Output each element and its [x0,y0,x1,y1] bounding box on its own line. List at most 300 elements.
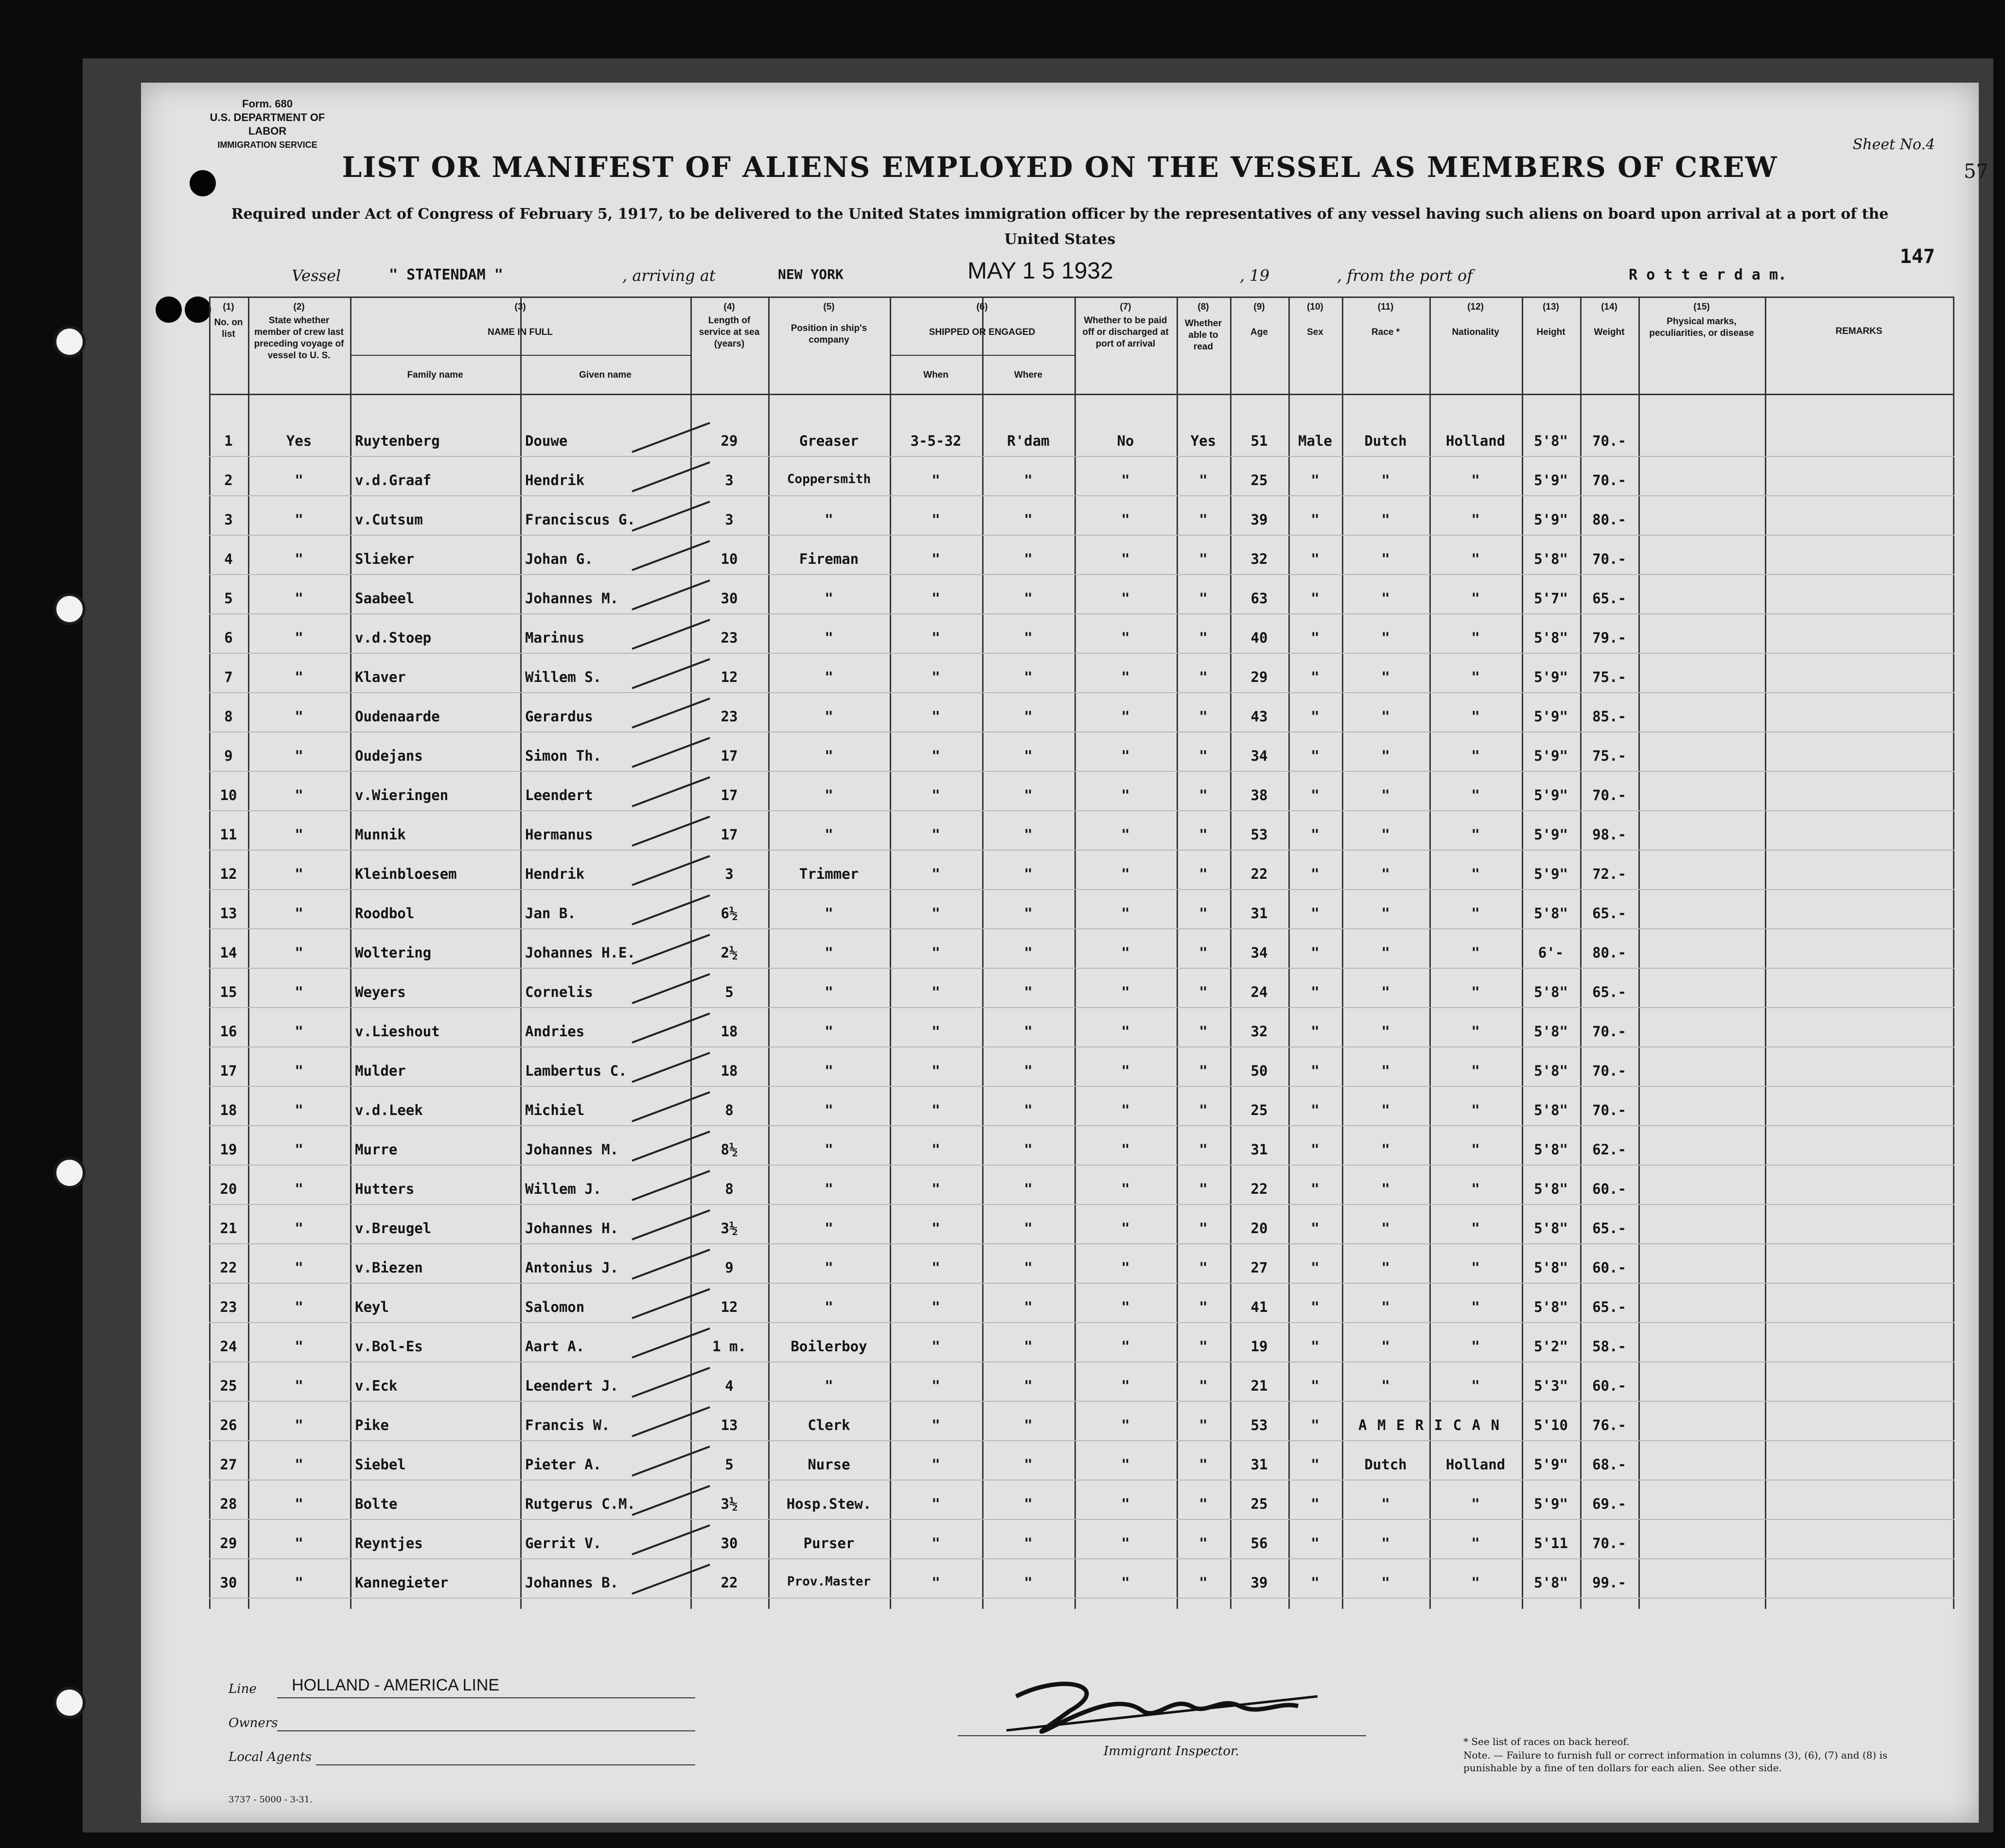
weight: 60.- [1592,1259,1626,1276]
position: Nurse [808,1456,850,1473]
paid-off: " [1121,551,1130,567]
shipped-where: " [1024,866,1033,882]
length-of-service: 22 [721,1574,738,1591]
shipped-when: " [932,472,940,488]
page-subtitle: Required under Act of Congress of February 5, 1917, to be delivered to the United States immigration officer by the representatives of any vessel having such aliens on board upon arrival at a port of the United States [231,206,1889,248]
weight: 70.- [1592,551,1626,567]
shipped-where: " [1024,748,1033,764]
header-position: (5) Position in ship's company [791,302,867,345]
race: " [1381,1338,1390,1355]
race: " [1381,708,1390,725]
nationality: " [1471,748,1480,764]
previous-voyage: " [295,1220,303,1237]
paid-off: " [1121,944,1130,961]
length-of-service: 9 [725,1259,734,1276]
nationality: " [1471,1259,1480,1276]
able-to-read: " [1199,905,1208,922]
weight: 65.- [1592,1220,1626,1237]
previous-voyage: " [295,1023,303,1040]
race: " [1381,1496,1390,1512]
check-mark-icon [627,851,715,890]
row-rule [209,1086,1954,1087]
sex: " [1311,984,1319,1000]
shipped-when: " [932,1338,940,1355]
row-rule [209,1480,1954,1481]
family-name: Murre [355,1141,398,1158]
row-number: 13 [220,905,237,922]
previous-voyage: " [295,1181,303,1197]
row-number: 21 [220,1220,237,1237]
shipped-when: " [932,551,940,567]
table-header-rule [209,394,1954,395]
position: " [825,1102,833,1118]
family-name: Oudenaarde [355,708,440,725]
race: " [1381,866,1390,882]
paid-off: " [1121,629,1130,646]
age: 31 [1250,1141,1268,1158]
sex: " [1311,1377,1319,1394]
family-name: Woltering [355,944,432,961]
header-given-name: Given name [579,370,632,380]
family-name: Weyers [355,984,406,1000]
nationality: " [1471,984,1480,1000]
row-number: 20 [220,1181,237,1197]
shipped-where: " [1024,1417,1033,1433]
paid-off: " [1121,511,1130,528]
line-underline [277,1697,695,1698]
height: 5'8" [1534,905,1568,922]
height: 5'9" [1534,748,1568,764]
weight: 60.- [1592,1181,1626,1197]
height: 5'8" [1534,1574,1568,1591]
weight: 80.- [1592,511,1626,528]
length-of-service: 2½ [721,944,738,961]
form-number: Form. 680 [242,98,293,110]
weight: 58.- [1592,1338,1626,1355]
header-family-name: Family name [407,370,463,380]
shipped-where: " [1024,1377,1033,1394]
edge-number: 57 [1964,160,1988,183]
weight: 60.- [1592,1377,1626,1394]
race: " [1381,1220,1390,1237]
height: 5'8" [1534,1220,1568,1237]
position: " [825,511,833,528]
previous-voyage: " [295,866,303,882]
given-name: Johannes H.E. [525,944,635,961]
length-of-service: 8 [725,1181,734,1197]
length-of-service: 12 [721,1299,738,1315]
length-of-service: 17 [721,787,738,803]
header-nationality: (12) Nationality [1452,302,1499,337]
shipped-when: " [932,787,940,803]
sex: " [1311,1417,1319,1433]
header-no: (1) No. on list [214,302,243,339]
row-number: 3 [224,511,233,528]
inspector-signature [997,1667,1337,1745]
nationality: " [1471,629,1480,646]
shipped-when: " [932,748,940,764]
given-name: Aart A. [525,1338,585,1355]
able-to-read: " [1199,472,1208,488]
check-mark-icon [627,536,715,575]
sex: " [1311,551,1319,567]
race: " [1381,905,1390,922]
check-mark-icon [627,1284,715,1323]
shipped-where: " [1024,1496,1033,1512]
height: 5'9" [1534,669,1568,685]
nationality: " [1471,1141,1480,1158]
able-to-read: " [1199,1496,1208,1512]
position: " [825,1259,833,1276]
shipped-when: " [932,669,940,685]
able-to-read: " [1199,708,1208,725]
arrival-port: NEW YORK [778,266,844,282]
able-to-read: " [1199,590,1208,607]
shipped-where: " [1024,1574,1033,1591]
able-to-read: " [1199,1299,1208,1315]
nationality: " [1471,1496,1480,1512]
header-shipped-engaged: (6) SHIPPED OR ENGAGED [929,302,1036,337]
previous-voyage: " [295,1377,303,1394]
given-name: Willem S. [525,669,602,685]
page-title: LIST OR MANIFEST OF ALIENS EMPLOYED ON THE VESSEL AS MEMBERS OF CREW [342,151,1778,184]
able-to-read: " [1199,748,1208,764]
sex: " [1311,1220,1319,1237]
height: 5'8" [1534,1102,1568,1118]
check-mark-icon [627,1402,715,1441]
length-of-service: 1 m. [712,1338,746,1355]
row-number: 5 [224,590,233,607]
given-name: Michiel [525,1102,585,1118]
family-name: Roodbol [355,905,415,922]
previous-voyage: " [295,748,303,764]
row-rule [209,889,1954,890]
height: 5'9" [1534,1496,1568,1512]
given-name: Francis W. [525,1417,610,1433]
header-length-of-service: (4) Length of service at sea (years) [699,302,760,349]
given-name: Hendrik [525,472,585,488]
able-to-read: " [1199,866,1208,882]
weight: 75.- [1592,748,1626,764]
length-of-service: 23 [721,629,738,646]
able-to-read: " [1199,1023,1208,1040]
shipped-where: " [1024,669,1033,685]
height: 5'9" [1534,511,1568,528]
shipped-when: " [932,590,940,607]
family-name: Ruytenberg [355,433,440,449]
able-to-read: " [1199,1181,1208,1197]
weight: 80.- [1592,944,1626,961]
shipped-where: " [1024,787,1033,803]
age: 24 [1250,984,1268,1000]
col-line [1953,296,1954,1609]
family-name: v.Biezen [355,1259,423,1276]
race: " [1381,472,1390,488]
nationality: " [1471,551,1480,567]
position: " [825,669,833,685]
races-note: * See list of races on back hereof. [1463,1736,1630,1747]
nationality: " [1471,669,1480,685]
given-name: Lambertus C. [525,1063,627,1079]
check-mark-icon [627,930,715,969]
family-name: Pike [355,1417,389,1433]
row-rule [209,850,1954,851]
length-of-service: 3½ [721,1220,738,1237]
binder-hole [53,326,86,358]
row-rule [209,456,1954,457]
check-mark-icon [627,1009,715,1047]
length-of-service: 17 [721,748,738,764]
from-port-label: , from the port of [1337,266,1473,285]
check-mark-icon [627,772,715,811]
age: 53 [1250,1417,1268,1433]
nationality: " [1471,1023,1480,1040]
row-number: 7 [224,669,233,685]
nationality: " [1471,708,1480,725]
shipped-when: " [932,1181,940,1197]
age: 25 [1250,1496,1268,1512]
family-name: Oudejans [355,748,423,764]
sex: " [1311,944,1319,961]
age: 34 [1250,748,1268,764]
previous-voyage: " [295,669,303,685]
age: 31 [1250,1456,1268,1473]
row-number: 12 [220,866,237,882]
given-name: Johannes B. [525,1574,619,1591]
row-number: 19 [220,1141,237,1158]
given-name: Jan B. [525,905,576,922]
age: 53 [1250,826,1268,843]
paid-off: " [1121,1023,1130,1040]
position: Prov.Master [787,1574,871,1589]
sex: " [1311,472,1319,488]
shipped-where: " [1024,1063,1033,1079]
paid-off: " [1121,1063,1130,1079]
given-name: Rutgerus C.M. [525,1496,635,1512]
check-mark-icon [627,1087,715,1126]
previous-voyage: " [295,472,303,488]
check-mark-icon [627,1442,715,1481]
height: 5'2" [1534,1338,1568,1355]
check-mark-icon [627,969,715,1008]
row-rule [209,1165,1954,1166]
age: 39 [1250,1574,1268,1591]
position: " [825,590,833,607]
paid-off: " [1121,866,1130,882]
position: " [825,787,833,803]
row-number: 10 [220,787,237,803]
shipped-when: " [932,708,940,725]
check-mark-icon [627,1324,715,1362]
able-to-read: " [1199,944,1208,961]
age: 40 [1250,629,1268,646]
age: 63 [1250,590,1268,607]
row-rule [209,613,1954,614]
shipped-where: " [1024,905,1033,922]
arriving-label: , arriving at [622,266,716,285]
header-where: Where [1014,370,1043,380]
shipped-when: " [932,1023,940,1040]
given-name: Willem J. [525,1181,602,1197]
family-name: v.d.Graaf [355,472,432,488]
previous-voyage: " [295,944,303,961]
able-to-read: " [1199,1574,1208,1591]
family-name: Hutters [355,1181,415,1197]
given-name: Johannes H. [525,1220,619,1237]
sex: " [1311,511,1319,528]
row-rule [209,574,1954,575]
weight: 68.- [1592,1456,1626,1473]
check-mark-icon [627,1127,715,1166]
header-able-to-read: (8) Whether able to read [1185,302,1222,352]
age: 39 [1250,511,1268,528]
previous-voyage: " [295,551,303,567]
nationality: Holland [1445,433,1506,449]
given-name: Leendert J. [525,1377,619,1394]
position: " [825,1141,833,1158]
length-of-service: 23 [721,708,738,725]
family-name: Munnik [355,826,406,843]
sex: " [1311,1063,1319,1079]
weight: 79.- [1592,629,1626,646]
given-name: Hendrik [525,866,585,882]
sex: " [1311,1023,1319,1040]
weight: 70.- [1592,1102,1626,1118]
sex: " [1311,669,1319,685]
departure-port: R o t t e r d a m. [1629,266,1787,283]
previous-voyage: " [295,826,303,843]
previous-voyage: " [295,787,303,803]
row-rule [209,928,1954,929]
row-rule [209,1125,1954,1126]
check-mark-icon [627,890,715,929]
given-name: Pieter A. [525,1456,602,1473]
race: " [1381,1102,1390,1118]
position: Greaser [799,433,859,449]
previous-voyage: " [295,1456,303,1473]
check-mark-icon [627,694,715,732]
age: 22 [1250,1181,1268,1197]
row-number: 28 [220,1496,237,1512]
paid-off: " [1121,1181,1130,1197]
family-name: v.Cutsum [355,511,423,528]
shipped-where: " [1024,590,1033,607]
weight: 70.- [1592,433,1626,449]
row-number: 14 [220,944,237,961]
paid-off: " [1121,1417,1130,1433]
nationality: Holland [1445,1456,1506,1473]
check-mark-icon [627,812,715,851]
height: 5'8" [1534,1023,1568,1040]
position: " [825,748,833,764]
check-mark-icon [627,1205,715,1244]
family-name: Keyl [355,1299,389,1315]
shipped-where: " [1024,984,1033,1000]
length-of-service: 17 [721,826,738,843]
weight: 98.- [1592,826,1626,843]
nationality: " [1471,1535,1480,1552]
row-number: 4 [224,551,233,567]
check-mark-icon [627,497,715,536]
height: 5'8" [1534,1063,1568,1079]
sex: Male [1298,433,1332,449]
age: 56 [1250,1535,1268,1552]
binder-hole-dot [185,296,211,323]
height: 5'7" [1534,590,1568,607]
shipped-when: " [932,511,940,528]
check-mark-icon [627,733,715,772]
age: 19 [1250,1338,1268,1355]
row-rule [209,810,1954,811]
nationality: " [1471,1063,1480,1079]
line-label: Line [229,1682,257,1696]
previous-voyage: " [295,1259,303,1276]
sex: " [1311,1102,1319,1118]
sex: " [1311,708,1319,725]
row-rule [209,535,1954,536]
age: 41 [1250,1299,1268,1315]
header-weight: (14) Weight [1594,302,1625,337]
sex: " [1311,629,1319,646]
shipped-when: " [932,1456,940,1473]
given-name: Leendert [525,787,593,803]
family-name: Siebel [355,1456,406,1473]
check-mark-icon [627,418,715,457]
penalty-note: Note. — Failure to furnish full or correct information in columns (3), (6), (7) and (8) is punishable by a fine of ten dollars for each alien. See other side. [1463,1749,1888,1774]
row-number: 9 [224,748,233,764]
length-of-service: 18 [721,1063,738,1079]
weight: 72.- [1592,866,1626,882]
print-code: 3737 - 5000 - 3-31. [229,1795,313,1805]
given-name: Gerardus [525,708,593,725]
given-name: Simon Th. [525,748,602,764]
given-name: Antonius J. [525,1259,619,1276]
row-rule [209,653,1954,654]
nationality: " [1471,1220,1480,1237]
row-number: 29 [220,1535,237,1552]
able-to-read: " [1199,669,1208,685]
age: 43 [1250,708,1268,725]
family-name: v.Wieringen [355,787,449,803]
family-name: Klaver [355,669,406,685]
row-rule [209,1519,1954,1520]
position: Purser [803,1535,855,1552]
position: Clerk [808,1417,850,1433]
length-of-service: 6½ [721,905,738,922]
nationality: " [1471,590,1480,607]
sex: " [1311,1535,1319,1552]
weight: 70.- [1592,1535,1626,1552]
agents-underline [316,1764,695,1765]
position: Trimmer [799,866,859,882]
position: " [825,1023,833,1040]
weight: 65.- [1592,1299,1626,1315]
page-number: 147 [1899,245,1935,268]
header-name-in-full: (3) NAME IN FULL [487,302,553,337]
race: " [1381,1377,1390,1394]
line-value: HOLLAND - AMERICA LINE [292,1676,500,1694]
sex: " [1311,1181,1319,1197]
owners-label: Owners [229,1716,278,1730]
previous-voyage: " [295,984,303,1000]
given-name: Douwe [525,433,568,449]
family-name: Kannegieter [355,1574,449,1591]
able-to-read: " [1199,1063,1208,1079]
footer [219,1662,1920,1818]
previous-voyage: " [295,629,303,646]
check-mark-icon [627,1481,715,1520]
header-when: When [923,370,949,380]
